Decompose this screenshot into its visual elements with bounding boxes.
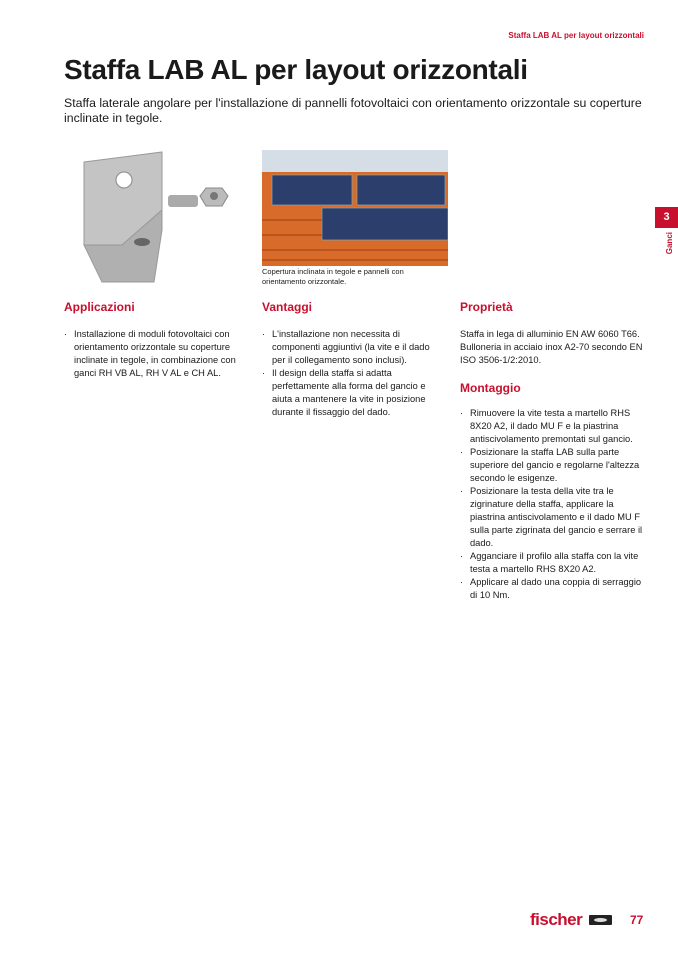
page-subtitle: Staffa laterale angolare per l'installazione di pannelli fotovoltaici con orientamento orizzontale su coperture inclinate in tegole. bbox=[64, 96, 642, 125]
vantaggi-heading: Vantaggi bbox=[262, 300, 313, 314]
running-header: Staffa LAB AL per layout orizzontali bbox=[508, 31, 644, 40]
applicazioni-heading: Applicazioni bbox=[64, 300, 135, 314]
image-caption: Copertura inclinata in tegole e pannelli con orientamento orizzontale. bbox=[262, 267, 404, 286]
list-item: · Posizionare la staffa LAB sulla parte superiore del gancio e regolarne l'altezza secondo le esigenze. bbox=[460, 446, 650, 485]
list-item: · L'installazione non necessita di componenti aggiuntivi (la vite e il dado per il collegamento sono inclusi). bbox=[262, 328, 442, 367]
fish-logo-icon bbox=[589, 915, 612, 925]
proprieta-heading: Proprietà bbox=[460, 300, 513, 314]
fischer-logo: fischer bbox=[530, 910, 583, 929]
applicazioni-section bbox=[64, 300, 254, 380]
bracket-product-image bbox=[82, 150, 232, 286]
chapter-tab: 3 bbox=[655, 207, 678, 228]
page-title: Staffa LAB AL per layout orizzontali bbox=[64, 54, 528, 85]
roof-solar-photo bbox=[262, 150, 448, 266]
page-number: 77 bbox=[630, 913, 644, 927]
list-item: · Rimuovere la vite testa a martello RHS 8X20 A2, il dado MU F e la piastrina antiscivolamento premontati sul gancio. bbox=[460, 407, 650, 446]
list-item: · Posizionare la testa della vite tra le zigrinature della staffa, applicare la piastrina antiscivolamento e il dado MU F sulla parte zigrinata del gancio e serrare il dado. bbox=[460, 485, 650, 550]
list-item: · Applicare al dado una coppia di serraggio di 10 Nm. bbox=[460, 576, 650, 602]
list-item: · Installazione di moduli fotovoltaici con orientamento orizzontale su coperture inclinate in tegole, in combinazione con ganci RH VB AL, RH V AL e CH AL. bbox=[64, 328, 254, 380]
list-item: · Agganciare il profilo alla staffa con la vite testa a martello RHS 8X20 A2. bbox=[460, 550, 650, 576]
montaggio-heading: Montaggio bbox=[460, 381, 521, 395]
proprieta-text: Staffa in lega di alluminio EN AW 6060 T66. Bulloneria in acciaio inox A2-70 secondo EN ISO 3506-1/2:2010. bbox=[460, 329, 643, 365]
vantaggi-section bbox=[262, 300, 442, 419]
chapter-label: Ganci bbox=[665, 232, 674, 255]
proprieta-section bbox=[460, 300, 650, 602]
list-item: · Il design della staffa si adatta perfettamente alla forma del gancio e aiuta a mantenere la vite in posizione durante il fissaggio del dado. bbox=[262, 367, 442, 419]
